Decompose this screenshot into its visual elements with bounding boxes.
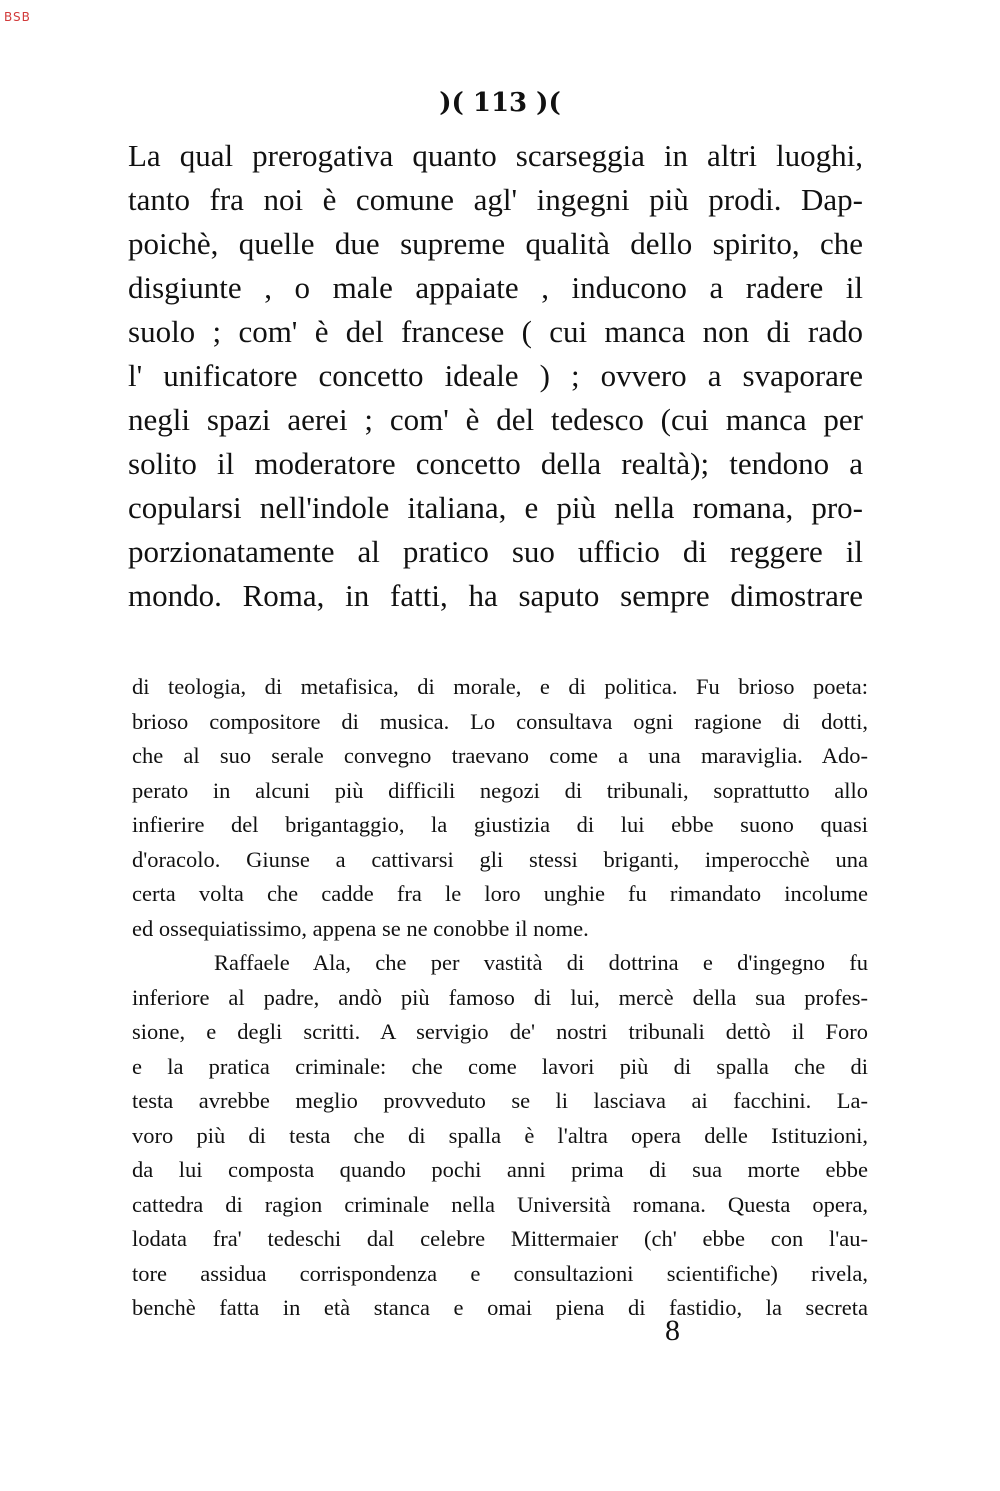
main-text-line: porzionatamente al pratico suo ufficio di reggere il bbox=[128, 534, 863, 569]
footnote-line: benchè fatta in età stanca e omai piena di fastidio, la secreta bbox=[132, 1295, 868, 1320]
footnote-body bbox=[132, 670, 868, 1326]
footnote-line: lodata fra' tedeschi dal celebre Mittermaier (ch' ebbe con l'au- bbox=[132, 1226, 868, 1251]
library-stamp: BSB bbox=[4, 10, 31, 24]
footnote-line: che al suo serale convegno traevano come a una maraviglia. Ado- bbox=[132, 743, 868, 768]
main-text-line: poichè, quelle due supreme qualità dello spirito, che bbox=[128, 226, 863, 261]
footnote-line: cattedra di ragion criminale nella Università romana. Questa opera, bbox=[132, 1191, 868, 1217]
main-text-line: mondo. Roma, in fatti, ha saputo sempre dimostrare bbox=[128, 578, 863, 613]
footnote-line: inferiore al padre, andò più famoso di lui, mercè della sua profes- bbox=[132, 984, 868, 1010]
footnote-line: di teologia, di metafisica, di morale, e di politica. Fu brioso poeta: bbox=[132, 674, 868, 699]
footnote-line: testa avrebbe meglio provveduto se li lasciava ai facchini. La- bbox=[132, 1088, 868, 1113]
footnote-line: tore assidua corrispondenza e consultazioni scientifiche) rivela, bbox=[132, 1260, 868, 1286]
footnote-line: certa volta che cadde fra le loro unghie fu rimandato incolume bbox=[132, 881, 868, 906]
main-text-line: negli spazi aerei ; com' è del tedesco (cui manca per bbox=[128, 402, 863, 437]
main-text-body bbox=[128, 134, 863, 618]
footnote-line: d'oracolo. Giunse a cattivarsi gli stessi briganti, imperocchè una bbox=[132, 846, 868, 872]
footnote-line: ed ossequiatissimo, appena se ne conobbe il nome. bbox=[132, 915, 589, 941]
main-text-line: disgiunte , o male appaiate , inducono a radere il bbox=[128, 270, 863, 305]
footnote-line: sione, e degli scritti. A servigio de' nostri tribunali dettò il Foro bbox=[132, 1019, 868, 1044]
main-text-line: tanto fra noi è comune agl' ingegni più prodi. Dap- bbox=[128, 182, 863, 217]
main-text-line: copularsi nell'indole italiana, e più nella romana, pro- bbox=[128, 490, 863, 525]
footnote-line: e la pratica criminale: che come lavori più di spalla che di bbox=[132, 1053, 868, 1079]
footnote-line: perato in alcuni più difficili negozi di tribunali, soprattutto allo bbox=[132, 777, 868, 803]
main-text-line: suolo ; com' è del francese ( cui manca non di rado bbox=[128, 314, 863, 349]
page-number-header: )( 113 )( bbox=[439, 88, 561, 118]
footnote-paragraph-start: Raffaele Ala, che per vastità di dottrina e d'ingegno fu bbox=[214, 950, 868, 975]
footnote-line: brioso compositore di musica. Lo consultava ogni ragione di dotti, bbox=[132, 708, 868, 734]
main-text-line: La qual prerogativa quanto scarseggia in altri luoghi, bbox=[128, 138, 863, 173]
footnote-line: infierire del brigantaggio, la giustizia di lui ebbe suono quasi bbox=[132, 812, 868, 837]
footnote-line: da lui composta quando pochi anni prima di sua morte ebbe bbox=[132, 1157, 868, 1182]
main-text-line: solito il moderatore concetto della realtà); tendono a bbox=[128, 446, 863, 481]
footnote-line: voro più di testa che di spalla è l'altra opera delle Istituzioni, bbox=[132, 1122, 868, 1148]
signature-mark: 8 bbox=[665, 1314, 680, 1347]
main-text-line: l' unificatore concetto ideale ) ; ovvero a svaporare bbox=[128, 358, 863, 393]
